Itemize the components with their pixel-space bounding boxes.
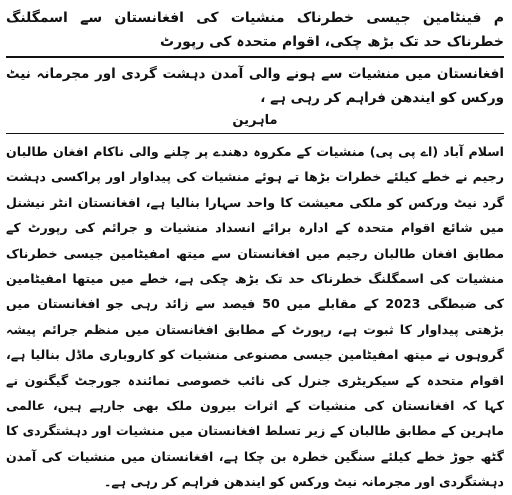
headline: م فینٹامین جیسی خطرناک منشیات کی افغانستان سے اسمگلنگ خطرناک حد تک بڑھ چکی، اقوام متحدہ کی رپورٹ — [6, 10, 504, 50]
subheadline: افغانستان میں منشیات سے ہونے والی آمدن دہشت گردی اور مجرمانہ نیٹ ورکس کو ایندھن فراہم کر رہی ہے ، — [6, 66, 504, 106]
subheadline-divider — [6, 133, 504, 134]
headline-divider — [6, 56, 504, 58]
subheadline-attribution: ماہرین — [232, 113, 278, 128]
article-body: اسلام آباد (اے پی پی) منشیات کے مکروہ دھندے پر چلنے والی ناکام افغان طالبان رجیم نے خطے کیلئے خطرات بڑھا تے ہوئے منشیات کی پیداوار اور پراکسی دہشت گرد نیٹ ورکس کو ملکی معیشت کا واحد سہارا بنالیا ہے، افغانستان انٹر نیشنل میں شائع اقوام متحدہ کے ادارہ برائے انسداد منشیات و جرائم کی رپورٹ کے مطابق افغان طالبان رجیم میں افغانستان سے میتھ امفیٹامین جیسی خطرناک منشیات کی اسمگلنگ خطرناک حد تک بڑھ چکی ہے، خطے میں میتھا امفیٹامین کی ضبطگی 2023 کے مقابلے میں 50 فیصد سے زائد رہی جو افغانستان میں بڑھتی پیداوار کا ثبوت ہے، رپورٹ کے مطابق افغانستان میں منظم جرائم پیشہ گروہوں نے میتھ امفیٹامین جیسی مصنوعی منشیات کو کاروباری ماڈل بنالیا ہے، اقوام متحدہ کے سیکریٹری جنرل کی نائب خصوصی نمائندہ جورجٹ گیگنون نے کہا کہ افغانستان کی منشیات کے اثرات بیرون ملک بھی جارہے ہیں، عالمی ماہرین کے مطابق طالبان کے زیر تسلط افغانستان میں منشیات اور دہشتگردی کا گٹھ جوڑ خطے کیلئے سنگین خطرہ بن چکا ہے، افغانستان میں منشیات کی آمدن دہشتگردی اور مجرمانہ نیٹ ورکس کو ایندھن فراہم کر رہی ہے۔ — [6, 144, 504, 490]
